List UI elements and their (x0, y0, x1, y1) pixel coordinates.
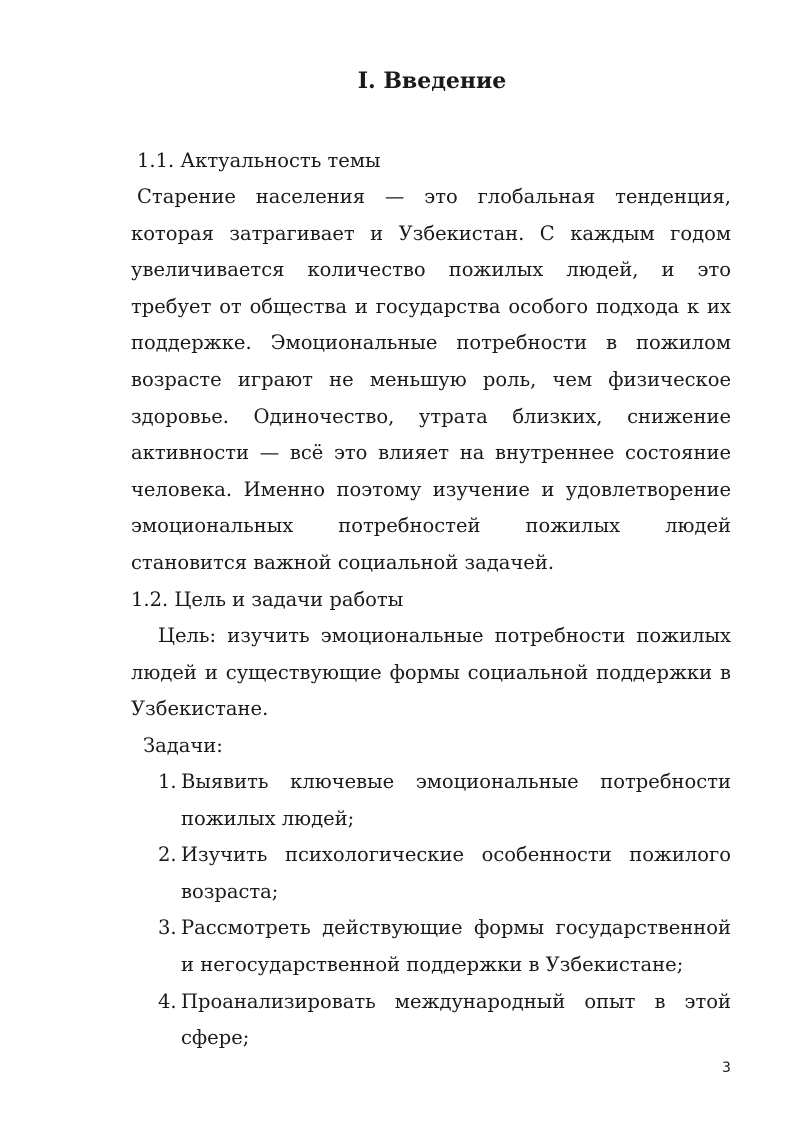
list-item-number: 4. (158, 989, 177, 1013)
section-1-paragraph: Старение населения — это глобальная тенденция, которая затрагивает и Узбекистан. С каждым годом увеличивается количество пожилых людей, и это требует от общества и государства особого подхода к их поддержке. Эмоциональные потребности в пожилом возрасте играют не меньшую роль, чем физическое здоровье. Одиночество, утрата близких, снижение активности — всё это влияет на внутреннее состояние человека. Именно поэтому изучение и удовлетворение эмоциональных потребностей пожилых людей становится важной социальной задачей. (131, 185, 731, 574)
list-item-number: 3. (158, 916, 177, 940)
list-item-text: Выявить ключевые эмоциональные потребности пожилых людей; (181, 770, 731, 830)
list-item-number: 2. (158, 843, 177, 867)
list-item (131, 837, 731, 910)
section-1-heading: 1.1. Актуальность темы (137, 149, 381, 172)
list-item-text: Изучить психологические особенности пожилого возраста; (181, 843, 731, 903)
list-item-number: 1. (158, 770, 177, 793)
list-item (131, 764, 731, 837)
list-item (131, 910, 731, 983)
chapter-title: I. Введение (357, 68, 507, 94)
goal-paragraph: Цель: изучить эмоциональные потребности пожилых людей и существующие формы социальной поддержки в Узбекистане. (131, 624, 731, 721)
tasks-label: Задачи: (143, 734, 223, 757)
list-item (131, 984, 731, 1057)
page-number: 3 (722, 1060, 731, 1076)
list-item-text: Проанализировать международный опыт в этой сфере; (181, 989, 731, 1050)
section-2-heading: 1.2. Цель и задачи работы (131, 588, 404, 611)
tasks-list (131, 764, 731, 1057)
list-item-text: Рассмотреть действующие формы государственной и негосударственной поддержки в Узбекистане; (181, 916, 731, 976)
